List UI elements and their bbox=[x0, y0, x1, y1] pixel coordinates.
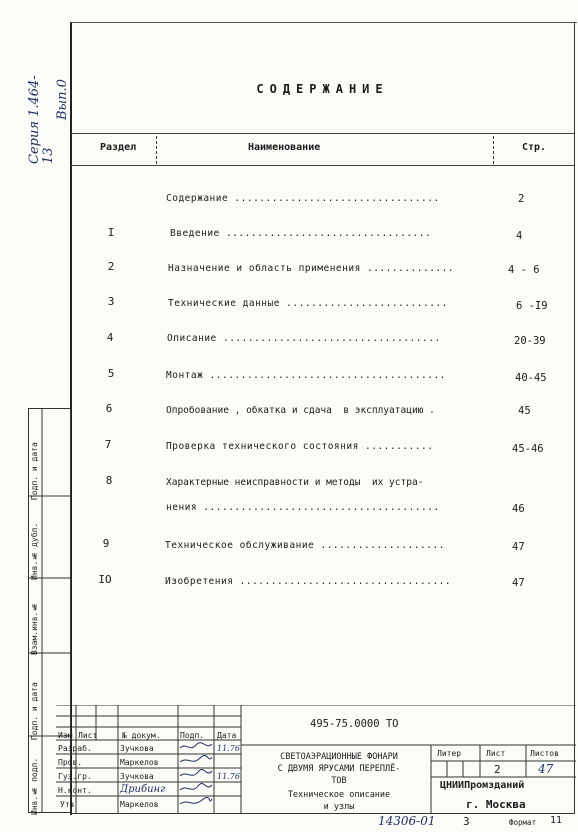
col-sheet: Лист bbox=[78, 731, 98, 740]
doc-type-line-2: и узлы bbox=[323, 802, 355, 812]
row-page: 47 bbox=[512, 577, 525, 589]
frame-right-edge bbox=[574, 22, 575, 814]
col-signature: Подп. bbox=[180, 731, 205, 740]
row-number: 6 bbox=[105, 402, 113, 415]
name-group-lead: Зучкова bbox=[120, 772, 154, 781]
row-number: IO bbox=[98, 573, 112, 586]
header-separator bbox=[156, 136, 157, 164]
row-number: 5 bbox=[107, 367, 115, 380]
city: г. Москва bbox=[466, 798, 526, 811]
side-label-dup-inv: Инв.№ дубл. bbox=[30, 522, 39, 580]
organization: ЦНИИПромзданий bbox=[440, 780, 525, 791]
row-title: Изобретения .................................. bbox=[165, 576, 452, 587]
side-label-replace-inv: Взам.инв.№ bbox=[30, 602, 39, 655]
name-norm-control: Дрибинг bbox=[120, 784, 166, 795]
margin-note bbox=[27, 64, 70, 164]
doc-type-line-1: Техническое описание bbox=[287, 790, 391, 800]
header-bottom-rule bbox=[70, 165, 575, 166]
row-number: 2 bbox=[107, 260, 115, 273]
product-title bbox=[246, 751, 432, 813]
row-title: Проверка технического состояния ........... bbox=[166, 441, 434, 452]
row-page: 20-39 bbox=[514, 335, 546, 347]
header-top-rule bbox=[70, 133, 575, 134]
row-page: 6 -I9 bbox=[516, 300, 548, 312]
liter-label: Литер bbox=[437, 749, 462, 758]
product-line-1: СВЕТОАЭРАЦИОННЫЕ ФОНАРИ bbox=[280, 752, 398, 762]
role-checker: Пров. bbox=[58, 758, 83, 767]
footer-page: 3 bbox=[463, 815, 470, 828]
side-label-sign-date-2: Подп. и дата bbox=[30, 682, 39, 740]
side-label-sign-date: Подп. и дата bbox=[30, 442, 39, 500]
row-title: Характерные неисправности и методы их устра- bbox=[166, 477, 424, 488]
name-approver: Маркелов bbox=[120, 800, 159, 809]
row-title: Описание ................................... bbox=[167, 333, 441, 344]
page-title: СОДЕРЖАНИЕ bbox=[256, 82, 389, 96]
page-frame bbox=[70, 22, 577, 815]
date-group-lead: 11.76 bbox=[217, 772, 240, 781]
col-change: Изм bbox=[58, 731, 73, 740]
row-page: 4 bbox=[516, 230, 523, 242]
sheet-number: 2 bbox=[494, 763, 501, 776]
row-page: 2 bbox=[518, 193, 525, 205]
row-title: Монтаж ...................................... bbox=[166, 370, 446, 381]
name-checker: Маркелов bbox=[120, 758, 159, 767]
row-title: Техническое обслуживание .................... bbox=[165, 540, 445, 551]
row-page: 46 bbox=[512, 503, 525, 515]
header-section: Раздел bbox=[100, 142, 137, 153]
col-date: Дата bbox=[217, 731, 237, 740]
row-page: 4 - 6 bbox=[508, 264, 540, 276]
row-number: 3 bbox=[107, 295, 115, 308]
row-page: 45-46 bbox=[512, 443, 544, 455]
row-title: Опробование , обкатка и сдача в эксплуатацию . bbox=[166, 405, 435, 416]
document-code: 495-75.0000 ТО bbox=[310, 718, 399, 730]
margin-note-series: Серия 1.464-13 bbox=[27, 75, 56, 164]
date-developer: 11.76 bbox=[217, 744, 240, 753]
footer-format-label: Формат bbox=[509, 818, 537, 827]
row-title: нения ...................................... bbox=[166, 502, 440, 513]
sheet-label: Лист bbox=[486, 749, 506, 758]
header-separator bbox=[493, 136, 494, 164]
header-page: Стр. bbox=[522, 142, 547, 153]
row-number: 7 bbox=[104, 438, 112, 451]
row-page: 45 bbox=[518, 405, 531, 417]
role-developer: Разраб. bbox=[58, 744, 92, 753]
row-page: 40-45 bbox=[515, 372, 547, 384]
product-line-3: ТОВ bbox=[331, 776, 347, 786]
row-title: Введение ................................. bbox=[170, 228, 432, 239]
role-norm-control: Н.конт. bbox=[58, 786, 92, 795]
row-number: 8 bbox=[105, 474, 113, 487]
row-title: Назначение и область применения .............. bbox=[168, 263, 455, 274]
row-number: 9 bbox=[102, 537, 110, 550]
product-line-2: С ДВУМЯ ЯРУСАМИ ПЕРЕПЛЁ- bbox=[277, 764, 401, 774]
row-number: I bbox=[107, 226, 115, 239]
col-doc-no: № докум. bbox=[122, 731, 161, 740]
role-approver: Утв bbox=[60, 800, 75, 809]
row-number: 4 bbox=[106, 331, 114, 344]
sheet-count: 47 bbox=[538, 762, 554, 776]
side-label-orig-inv: Инв.№ подл. bbox=[30, 757, 39, 815]
role-group-lead: Гуз.гр. bbox=[58, 772, 92, 781]
header-name: Наименование bbox=[248, 142, 321, 153]
margin-note-issue: Вып.0 bbox=[55, 79, 70, 120]
row-title: Содержание ................................. bbox=[166, 193, 440, 204]
row-title: Технические данные .......................... bbox=[168, 298, 448, 309]
name-developer: Зучкова bbox=[120, 744, 154, 753]
row-page: 47 bbox=[512, 541, 525, 553]
sheets-label: Листов bbox=[530, 749, 559, 758]
footer-format-value: 11 bbox=[550, 815, 563, 826]
footer-number: 14306-01 bbox=[378, 814, 436, 828]
